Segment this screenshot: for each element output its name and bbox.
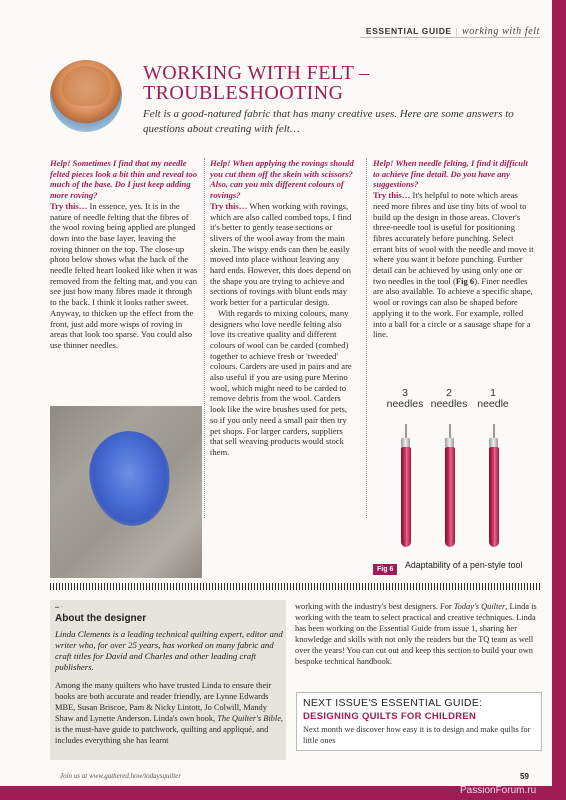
magazine-title: Today's Quilter [453, 602, 506, 611]
label-1-needle: 1 needle [477, 387, 509, 410]
answer-1-text: In essence, yes. It is in the nature of needle felting that the fibres of the wool roving being applied are plunged down into the base layer, leaving the roving thinner on the top. The close-up photo below shows what the back of the needle felted heart looked like when it was removed from the felting mat, and you can see just how many fibres made it through to the back. I think it looks rather sweet. Anyway, to thicken up the effect from the front, just add more wisps of roving in areas that look too sparse. You could also use thinner needles. [50, 200, 198, 350]
page-title [143, 63, 463, 103]
decorative-stripe [50, 583, 540, 590]
footer-join-link[interactable]: Join us at www.gathered.how/todaysquilter [60, 772, 182, 780]
answer-2 [210, 201, 355, 308]
column-3 [373, 158, 535, 340]
designer-portrait [50, 60, 122, 132]
header-topic: working with felt [462, 26, 540, 37]
header-section: ESSENTIAL GUIDE [365, 26, 452, 36]
title-line-1: WORKING WITH FELT – [143, 62, 370, 84]
next-issue-heading: NEXT ISSUE'S ESSENTIAL GUIDE: [303, 697, 483, 709]
answer-3-text-b: ). Finer needles are also available. To achieve a specific shape, wool or rovings can also be shaped before applying it to the work. For example, rolled into a ball for a circle or a sausage shape for a line. [373, 275, 533, 340]
question-3: Help! When needle felting, I find it difficult to achieve fine detail. Do you have any suggestions? [373, 158, 528, 190]
next-issue-box [296, 692, 542, 751]
next-issue-subheading: DESIGNING QUILTS FOR CHILDREN [303, 711, 477, 722]
pen-tool-1-needle [488, 424, 499, 549]
next-issue-text: Next month we discover how easy it is to design and make quilts for little ones [303, 725, 531, 745]
answer-2-lead: Try this… [210, 200, 248, 211]
question-2: Help! When applying the rovings should you cut them off the skein with scissors? Also, can you mix different colours of rovings? [210, 158, 354, 201]
page-number: 59 [520, 772, 529, 781]
intro-text: Felt is a good-natured fabric that has many creative uses. Here are some answers to questions about creating with felt… [143, 108, 514, 135]
pen-tool-3-needles [400, 424, 411, 549]
answer-3-text-a: It's helpful to note which areas need more fibres and use tiny bits of wool to build up the design in those areas. Clover's three-needle tool is useful for positioning fibres accurately before punching. Select errant bits of wool with the needle and move it where you want it before punching. Further detail can be achieved by using only one or two needles in the tool ( [373, 190, 534, 286]
label-3-needles: 3 needles [386, 387, 424, 410]
title-line-2: TROUBLESHOOTING [143, 82, 344, 104]
needle-tools-illustration [385, 388, 540, 553]
column-2 [210, 158, 355, 458]
about-intro: Linda Clements is a leading technical quilting expert, editor and writer who, for over 25 years, has worked on many fabric and craft titles for David and Charles and other leading craft publishers. [55, 629, 283, 672]
answer-2-text: When working with rovings, which are also called combed tops, I find it's better to gently tease sections or slivers of the wool away from the main skein. The wispy ends can then be easily moved into place without leaving any hard ends. However, this does depend on the shape you are trying to achieve and sections of rovings with blunt ends may work better for a particular design. [210, 200, 352, 308]
figure-caption [373, 560, 543, 584]
column-divider-1 [204, 158, 205, 518]
answer-3-lead: Try this… [373, 190, 411, 201]
about-section [50, 600, 540, 758]
felted-heart [84, 426, 176, 531]
about-paragraph-2: working with the industry's best designers. For Today's Quilter, Linda is working with the team to select practical and creative techniques. Linda has been working on the Essential Guide from issue 1, sharing her knowledge and skills with not only the readers but the TQ team as well over the years! You can cut out and keep this section to build your own bespoke technical handbook. [295, 602, 537, 666]
book-title: The Quilter's Bible [217, 713, 281, 723]
about-tag-icon: ▬ ─ [55, 604, 63, 609]
felted-heart-photo [50, 406, 202, 578]
column-divider-2 [366, 158, 367, 518]
question-1: Help! Sometimes I find that my needle felted pieces look a bit thin and reveal too much of the base. Do I just keep adding more roving? [50, 158, 198, 201]
about-heading: About the designer [55, 613, 147, 624]
answer-3-figref: Fig 6 [455, 275, 475, 286]
running-header [250, 26, 540, 37]
answer-1 [50, 201, 200, 351]
about-paragraph-1: Among the many quilters who have trusted Linda to ensure their books are both accurate and reader friendly, are Lynne Edwards MBE, Susan Briscoe, Pam & Nicky Lintott, Jo Colwill, Mandy Shaw and Lynette Anderson. Linda's own book, The Quilter's Bible, is the must-have guide to patchwork, quilting and appliqué, and includes everything she has learnt [55, 681, 284, 745]
answer-1-lead: Try this… [50, 200, 88, 211]
answer-2-text-2: With regards to mixing colours, many designers who love needle felting also love its creative quality and different colours of wool can be carded (combed) together to achieve fresh or 'tweeded' colours. Carders are used in pairs and are also useful if you are using pure Merino wool, which might need to be carded to remove debris from the wool. Carders look like the wire brushes used for pets, so if you only need a small pair then try pet shops. For larger carders, suppliers that sell weaving products would stock them. [210, 307, 352, 457]
column-1 [50, 158, 200, 351]
label-2-needles: 2 needles [430, 387, 468, 410]
header-rule [360, 37, 540, 38]
watermark: PassionForum.ru [460, 785, 537, 796]
figure-caption-text: Adaptability of a pen-style tool [405, 560, 523, 570]
portrait-hair [62, 66, 110, 106]
header-separator: | [455, 26, 459, 36]
pen-tool-2-needles [444, 424, 455, 549]
figure-tag: Fig 6 [373, 564, 397, 575]
answer-3 [373, 190, 535, 340]
